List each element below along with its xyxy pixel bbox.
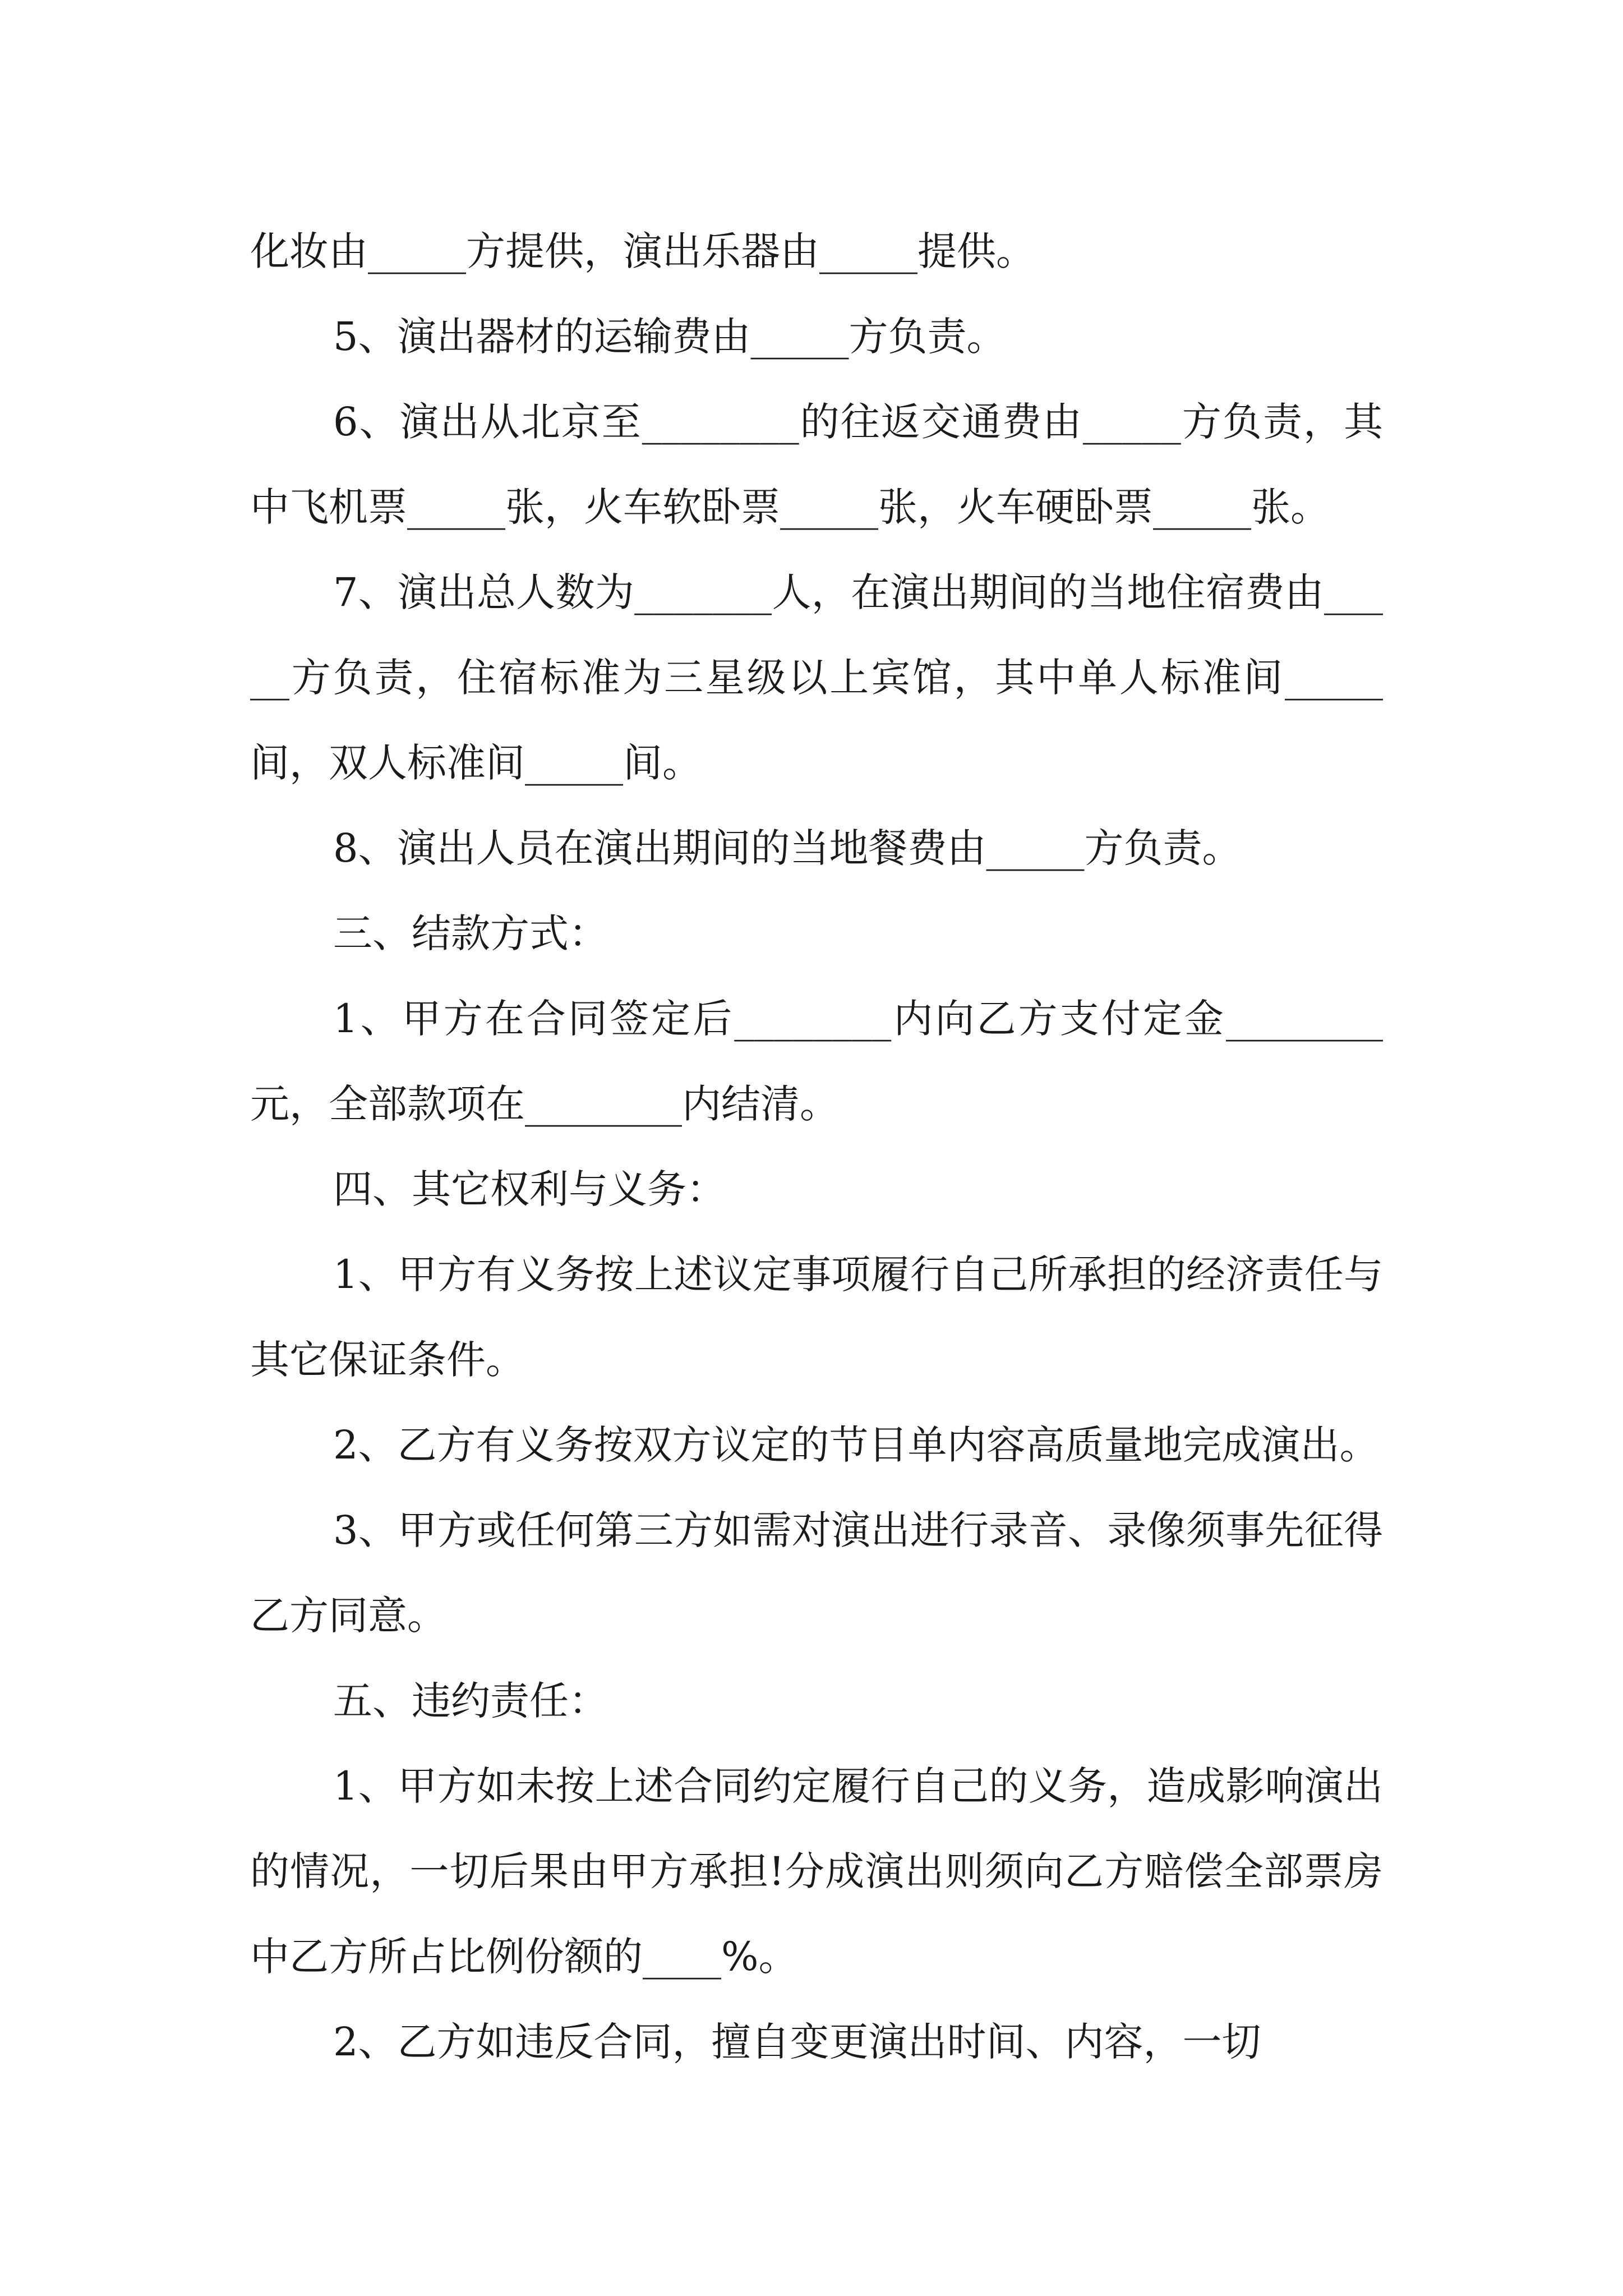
- paragraph-meals: 8、演出人员在演出期间的当地餐费由_____方负责。: [333, 825, 1242, 871]
- section-heading-breach: 五、违约责任：: [333, 1678, 608, 1724]
- paragraph-travel-tickets: 6、演出从北京至________的往返交通费由_____方负责，其中飞机票_____张，火车软卧票_____张，火车硬卧票_____张。: [250, 399, 1383, 530]
- paragraph-party-a-obligation: 1、甲方有义务按上述议定事项履行自己所承担的经济责任与其它保证条件。: [250, 1251, 1383, 1383]
- paragraph-party-b-obligation: 2、乙方有义务按双方议定的节目单内容高质量地完成演出。: [333, 1422, 1379, 1468]
- paragraph-accommodation: 7、演出总人数为_______人，在演出期间的当地住宿费由_____方负责，住宿标准为三星级以上宾馆，其中单人标准间_____间，双人标准间_____间。: [250, 569, 1383, 786]
- paragraph-payment-terms: 1、甲方在合同签定后________内向乙方支付定金________元，全部款项在________内结清。: [250, 996, 1383, 1127]
- paragraph-party-b-breach: 2、乙方如违反合同，擅自变更演出时间、内容，一切: [333, 2019, 1261, 2065]
- paragraph-equipment-transport: 5、演出器材的运输费由_____方负责。: [333, 314, 1006, 360]
- section-heading-payment: 三、结款方式：: [333, 910, 608, 956]
- paragraph-recording-consent: 3、甲方或任何第三方如需对演出进行录音、录像须事先征得乙方同意。: [250, 1507, 1383, 1639]
- section-heading-rights: 四、其它权利与义务：: [333, 1166, 726, 1212]
- paragraph-makeup-instruments: 化妆由_____方提供，演出乐器由_____提供。: [250, 228, 1035, 274]
- contract-body: [250, 209, 1383, 2085]
- paragraph-party-a-breach: 1、甲方如未按上述合同约定履行自己的义务，造成影响演出的情况，一切后果由甲方承担!分成演出则须向乙方赔偿全部票房中乙方所占比例份额的____%。: [250, 1763, 1383, 1980]
